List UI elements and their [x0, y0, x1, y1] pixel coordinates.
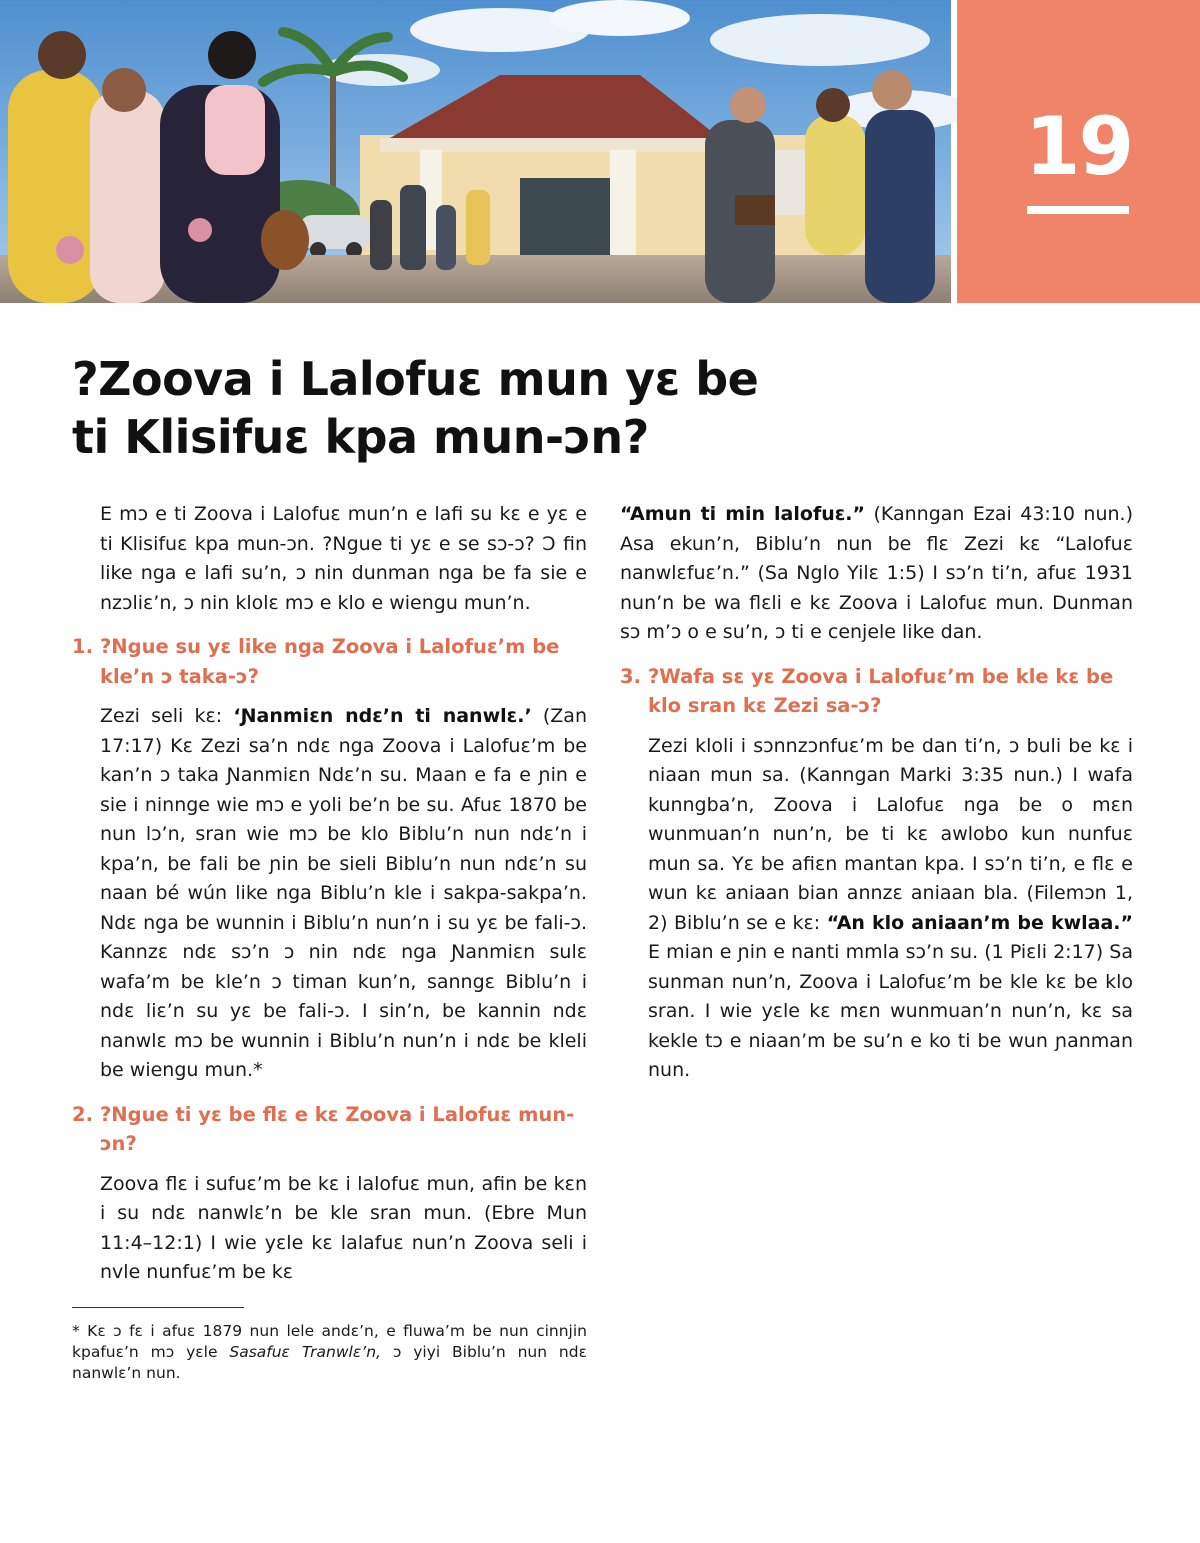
- question-1-heading: [72, 632, 587, 691]
- footnote-text-b: ɔ yiyi Biblu’n nun ndɛ nanwlɛ’n nun.: [72, 1343, 587, 1382]
- question-1-answer: [72, 702, 587, 1086]
- answer-2-text-a: Zoova flɛ i sufuɛ’m be kɛ i lalofuɛ mun, afin be kɛn i su ndɛ nanwlɛ’n be kle sran mun. (Ebre Mun 11:4–12:1) I wie yɛle kɛ lalafuɛ nun’n Zoova seli i nvle nunfuɛ’m be kɛ: [100, 1172, 587, 1283]
- page-title: [72, 350, 832, 466]
- question-2-number: 2.: [72, 1102, 93, 1126]
- hall-scene-illustration: [0, 0, 951, 303]
- left-column: [72, 500, 587, 1283]
- lesson-number: 19: [1024, 100, 1133, 193]
- question-3-text: ?Wafa sɛ yɛ Zoova i Lalofuɛ’m be kle kɛ be klo sran kɛ Zezi sa-ɔ?: [648, 664, 1114, 717]
- lesson-number-underline: [1027, 206, 1129, 214]
- answer-3-text-b: E mian e ɲin e nanti mmla sɔ’n su. (1 Piɛli 2:17) Sa sunman nun’n, Zoova i Lalofuɛ’m be kle kɛ be klo sran. I wie yɛle kɛ mɛn wunmuan’n nun’n, kɛ sa kekle tɔ e niaan’m be su’n e ko ti be wun ɲanman nun.: [648, 941, 1133, 1081]
- right-column: [620, 500, 1133, 1086]
- question-3-heading: [620, 662, 1133, 721]
- answer-1-text-b: (Zan 17:17) Kɛ Zezi sa’n ndɛ nga Zoova i Lalofuɛ’m be kan’n ɔ taka Ɲanmiɛn Ndɛ’n su. Maan e fa e ɲin e sie i ninnge wie mɔ e yoli be’n be su. Afuɛ 1870 be nun lɔ’n, sran wie mɔ be klo Biblu’n nun ndɛ’n i kpa’n, be fali be ɲin be sieli Biblu’n nun ndɛ’n su naan bé wún like nga Biblu’n kle i sakpa-sakpa’n. Ndɛ nga be wunnin i Biblu’n nun’n i su yɛ be fali-ɔ. Kannzɛ ndɛ sɔ’n ɔ nin ndɛ nga Ɲanmiɛn sulɛ wafa’m be kle’n ɔ timan kun’n, sanngɛ Biblu’n i ndɛ liɛ’n su yɛ be fali-ɔ. I sin’n, be kannin ndɛ nanwlɛ mɔ be wunnin i Biblu’n nun’n i ndɛ be kleli be wiengu mun.*: [100, 705, 587, 1081]
- header-photo: [0, 0, 951, 303]
- lesson-number-box: [957, 0, 1200, 303]
- footnote: [72, 1321, 587, 1384]
- footnote-text-a: * Kɛ ɔ fɛ i afuɛ 1879 nun lele andɛ’n, e fluwa’m be nun cinnjin kpafuɛ’n mɔ yɛle: [72, 1322, 587, 1361]
- question-2-answer-continued: [620, 500, 1133, 648]
- answer-2-quote: “Amun ti min lalofuɛ.”: [620, 503, 866, 525]
- question-3-number: 3.: [620, 664, 641, 688]
- title-line-1: ?Zoova i Lalofuɛ mun yɛ be: [72, 352, 759, 406]
- question-1-number: 1.: [72, 635, 93, 658]
- question-2-heading: [72, 1100, 587, 1159]
- intro-paragraph: E mɔ e ti Zoova i Lalofuɛ mun’n e lafi su kɛ e yɛ e ti Klisifuɛ kpa mun-ɔn. ?Ngue ti yɛ e se sɔ-ɔ? Ɔ fin like nga e lafi su’n, ɔ nin dunman nga be fa sie e nzɔliɛ’n, ɔ nin klolɛ mɔ e klo e wiengu mun’n.: [100, 503, 587, 614]
- footnote-divider: [72, 1307, 244, 1308]
- title-line-2: ti Klisifuɛ kpa mun-ɔn?: [72, 410, 649, 464]
- answer-2-text-b: (Kanngan Ezai 43:10 nun.) Asa ekun’n, Biblu’n nun be flɛ Zezi kɛ “Lalofuɛ nanwlɛfuɛ’n.” (Sa Nglo Yilɛ 1:5) I sɔ’n ti’n, afuɛ 1931 nun’n be wa flɛli e kɛ Zoova i Lalofuɛ mun. Dunman sɔ m’ɔ o e su’n, ɔ ti e cenjele like dan.: [620, 503, 1133, 643]
- question-2-text: ?Ngue ti yɛ be flɛ e kɛ Zoova i Lalofuɛ mun-ɔn?: [100, 1102, 575, 1155]
- question-1-text: ?Ngue su yɛ like nga Zoova i Lalofuɛ’m be kle’n ɔ taka-ɔ?: [100, 635, 560, 688]
- question-3-answer: [620, 732, 1133, 1086]
- answer-1-quote: ‘Ɲanmiɛn ndɛ’n ti nanwlɛ.’: [233, 705, 532, 727]
- answer-1-text-a: Zezi seli kɛ:: [100, 705, 223, 727]
- answer-3-quote: “An klo aniaan’m be kwlaa.”: [826, 911, 1133, 934]
- footnote-publication-name: Sasafuɛ Tranwlɛ’n,: [229, 1343, 381, 1361]
- answer-3-text-a: Zezi kloli i sɔnnzɔnfuɛ’m be dan ti’n, ɔ buli be kɛ i niaan mun sa. (Kanngan Marki 3:35 nun.) I wafa kunngba’n, Zoova i Lalofuɛ nga be o mɛn wunmuan’n nun’n, be ti kɛ awlobo kun nunfuɛ mun sa. Yɛ be afiɛn mantan kpa. I sɔ’n ti’n, e flɛ e wun kɛ aniaan bian annzɛ aniaan bla. (Filemɔn 1, 2) Biblu’n se e kɛ:: [648, 734, 1133, 934]
- question-2-answer-start: [72, 1170, 587, 1283]
